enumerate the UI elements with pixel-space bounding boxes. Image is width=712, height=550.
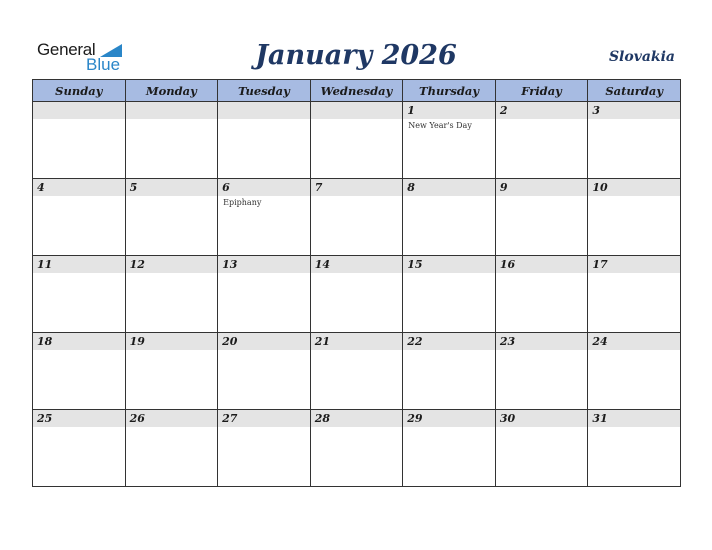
day-cell (218, 256, 311, 333)
day-number: 15 (403, 256, 495, 273)
day-cell (33, 179, 126, 256)
day-number: 9 (496, 179, 588, 196)
day-number: 1 (403, 102, 495, 119)
day-number: 8 (403, 179, 495, 196)
day-cell (310, 256, 403, 333)
day-number (218, 102, 310, 119)
day-number: 3 (588, 102, 680, 119)
day-cell (403, 179, 496, 256)
day-number: 25 (33, 410, 125, 427)
weekday-header-row (33, 80, 681, 102)
day-cell (588, 102, 681, 179)
day-cell (310, 410, 403, 487)
weekday-header: Monday (125, 80, 218, 102)
day-number: 5 (126, 179, 218, 196)
day-number: 7 (311, 179, 403, 196)
day-cell (495, 256, 588, 333)
weekday-header: Thursday (403, 80, 496, 102)
day-cell (495, 179, 588, 256)
day-cell (495, 102, 588, 179)
day-number: 31 (588, 410, 680, 427)
day-number: 12 (126, 256, 218, 273)
day-cell (495, 333, 588, 410)
day-cell (125, 410, 218, 487)
week-row (33, 102, 681, 179)
country-label: Slovakia (608, 49, 675, 65)
day-cell (310, 102, 403, 179)
week-row (33, 179, 681, 256)
day-cell (218, 179, 311, 256)
day-number (126, 102, 218, 119)
day-cell (403, 333, 496, 410)
day-number: 28 (311, 410, 403, 427)
day-cell (588, 256, 681, 333)
week-row (33, 333, 681, 410)
day-number: 23 (496, 333, 588, 350)
day-number: 4 (33, 179, 125, 196)
day-number: 21 (311, 333, 403, 350)
day-cell (33, 410, 126, 487)
logo-text-blue: Blue (86, 55, 121, 74)
day-cell (495, 410, 588, 487)
day-number: 29 (403, 410, 495, 427)
weekday-header: Saturday (588, 80, 681, 102)
day-number: 17 (588, 256, 680, 273)
day-cell (33, 333, 126, 410)
day-number (311, 102, 403, 119)
week-row (33, 410, 681, 487)
weekday-header: Friday (495, 80, 588, 102)
weekday-header: Wednesday (310, 80, 403, 102)
day-number: 20 (218, 333, 310, 350)
day-cell (310, 179, 403, 256)
weekday-header: Sunday (33, 80, 126, 102)
calendar-grid (32, 79, 681, 487)
day-number: 18 (33, 333, 125, 350)
holiday-label: New Year's Day (408, 121, 472, 130)
day-number: 16 (496, 256, 588, 273)
day-number: 19 (126, 333, 218, 350)
day-number: 11 (33, 256, 125, 273)
day-cell (33, 256, 126, 333)
day-number: 2 (496, 102, 588, 119)
day-number: 24 (588, 333, 680, 350)
day-cell (218, 333, 311, 410)
day-cell (403, 410, 496, 487)
day-cell (588, 333, 681, 410)
day-number: 30 (496, 410, 588, 427)
week-row (33, 256, 681, 333)
day-cell (310, 333, 403, 410)
day-cell (403, 256, 496, 333)
day-cell (218, 102, 311, 179)
day-cell (218, 410, 311, 487)
weekday-header: Tuesday (218, 80, 311, 102)
day-cell (125, 102, 218, 179)
day-cell (588, 179, 681, 256)
day-number: 27 (218, 410, 310, 427)
day-cell (125, 333, 218, 410)
day-number: 26 (126, 410, 218, 427)
day-number (33, 102, 125, 119)
day-cell (403, 102, 496, 179)
logo-text-general: General (37, 40, 96, 59)
day-number: 22 (403, 333, 495, 350)
day-cell (33, 102, 126, 179)
calendar-title: January 2026 (255, 40, 457, 71)
day-cell (588, 410, 681, 487)
holiday-label: Epiphany (223, 198, 262, 207)
day-number: 13 (218, 256, 310, 273)
day-number: 14 (311, 256, 403, 273)
day-number: 6 (218, 179, 310, 196)
day-cell (125, 256, 218, 333)
day-number: 10 (588, 179, 680, 196)
day-cell (125, 179, 218, 256)
